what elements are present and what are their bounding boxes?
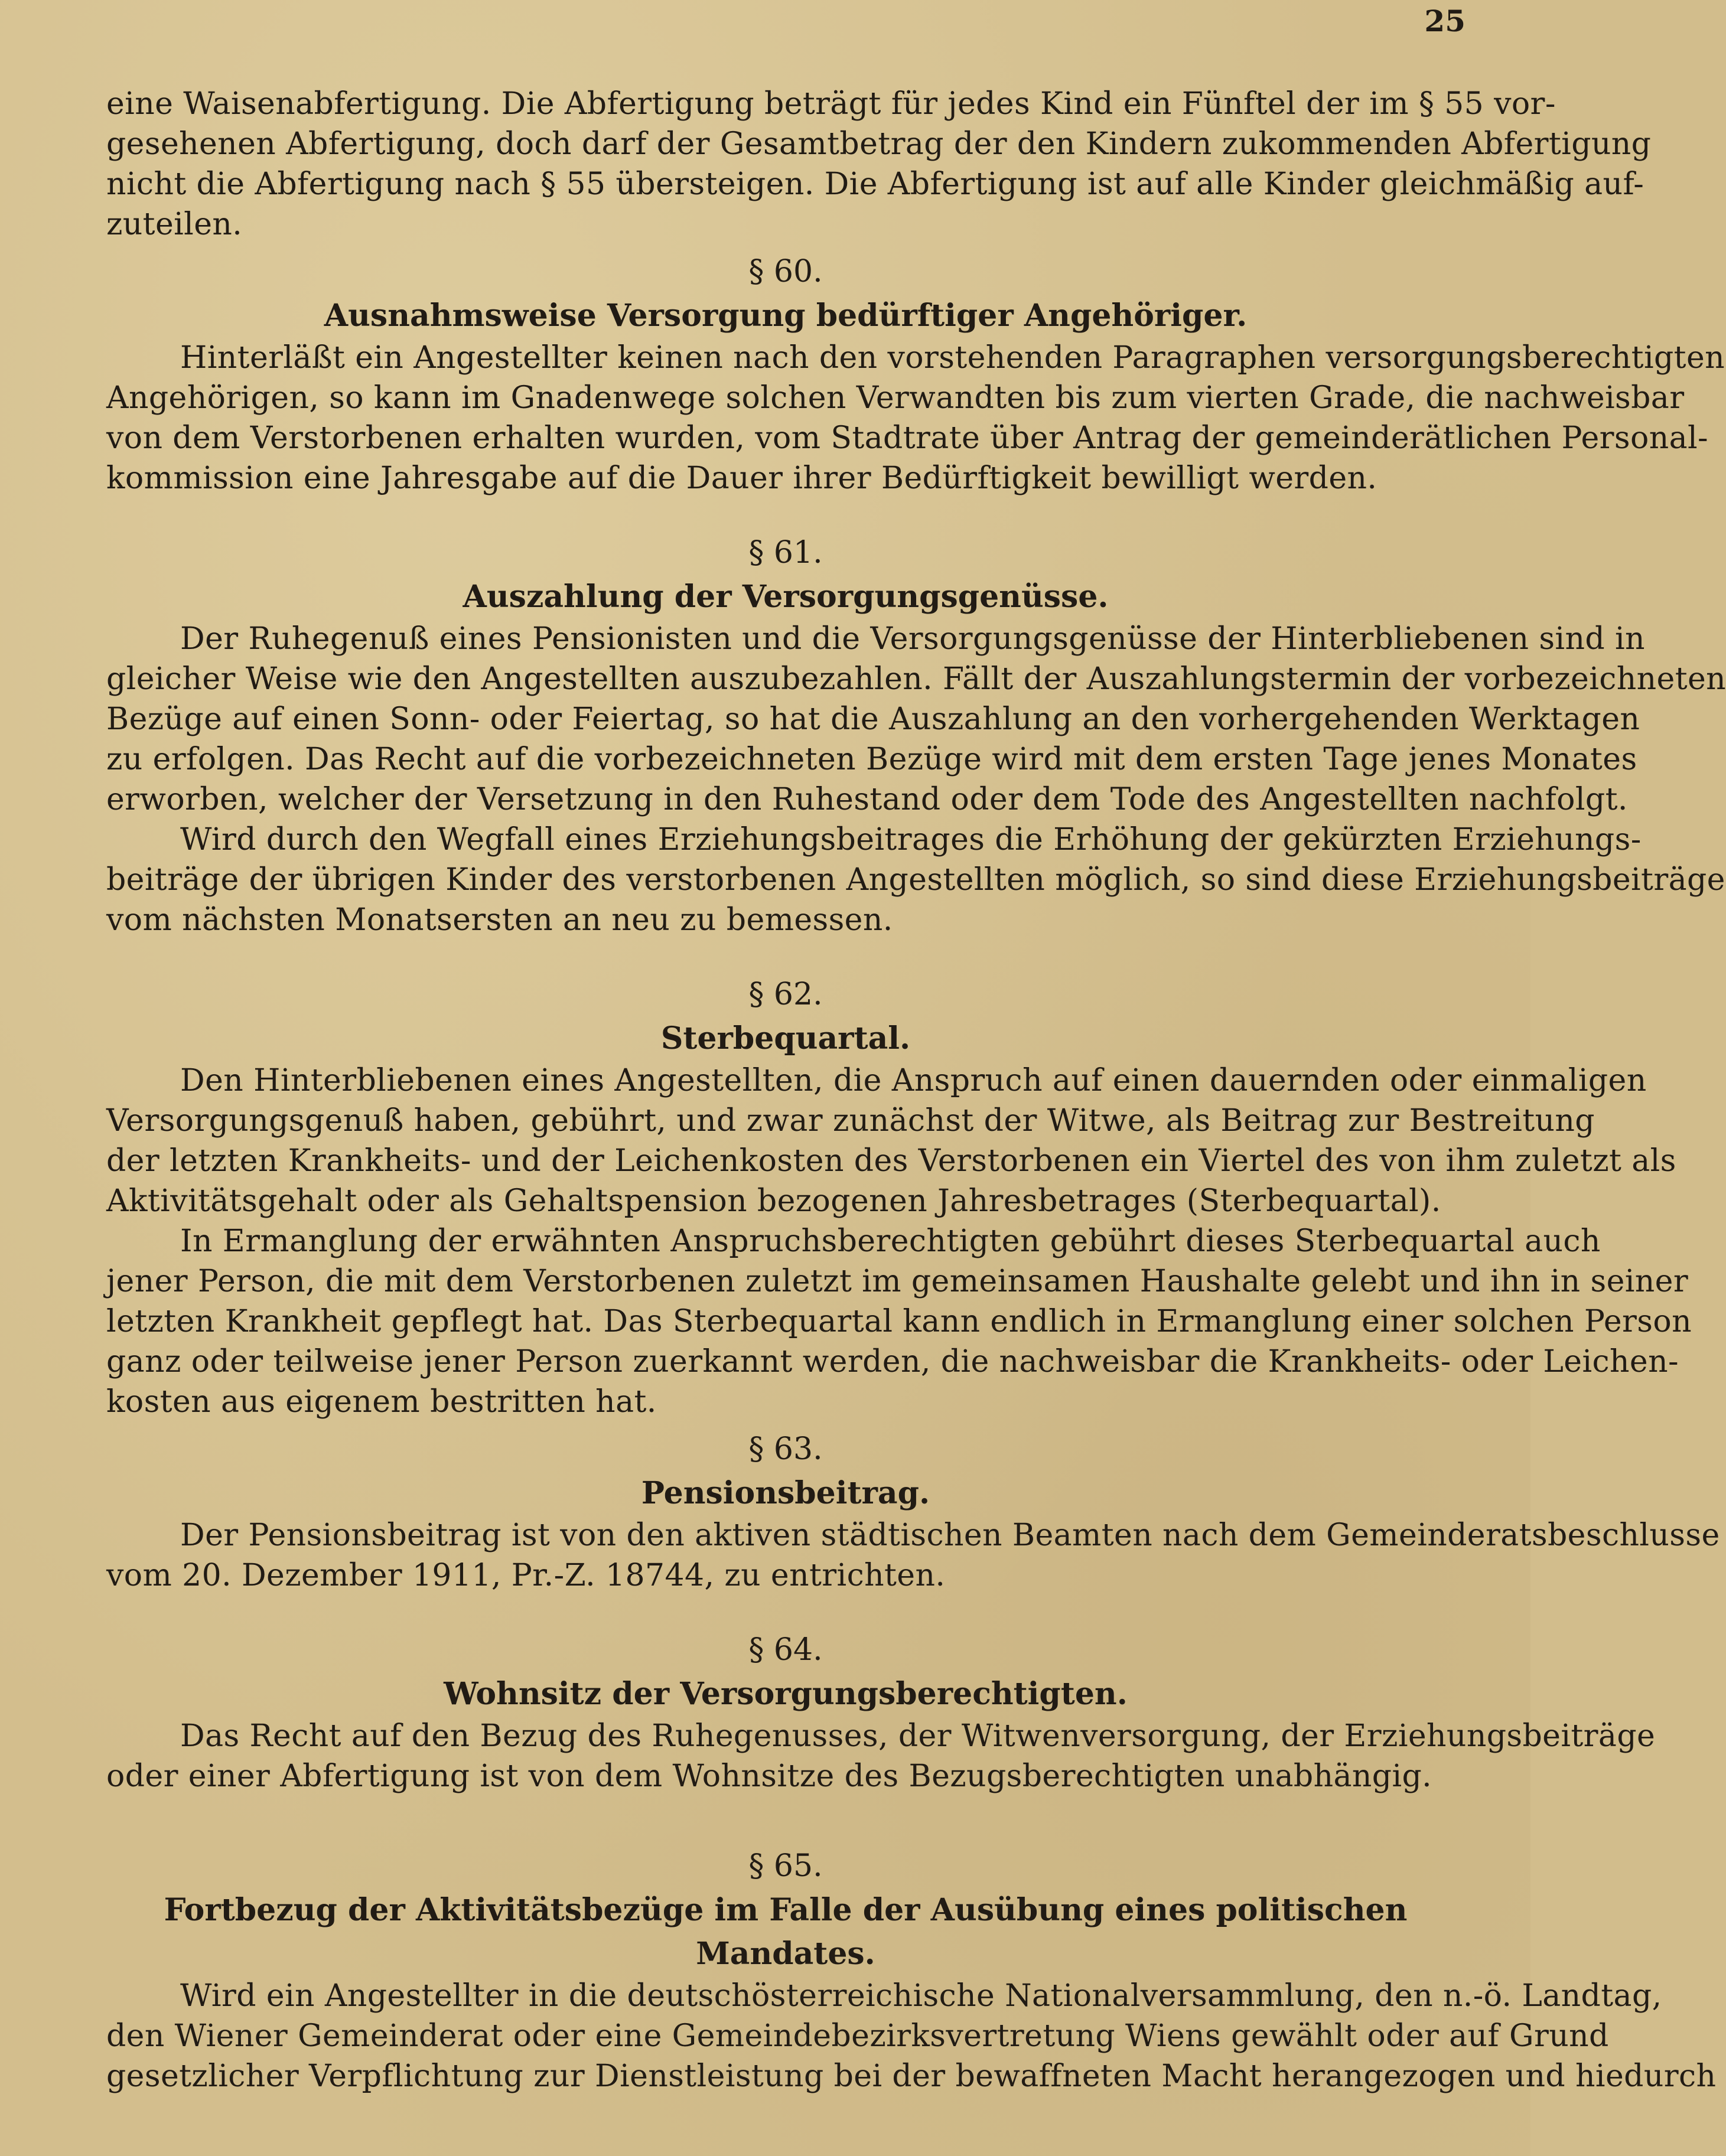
spacer [106,1796,1465,1839]
section-title: Fortbezug der Aktivitätsbezüge im Falle der Ausübung eines politischen Mandates. [164,1892,1408,1972]
text-line: vom nächsten Monatsersten an neu zu bemessen. [106,902,893,938]
text-line: der letzten Krankheits- und der Leichenkosten des Verstorbenen ein Viertel des von ihm zuletzt als [106,1143,1676,1179]
text-line: eine Waisenabfertigung. Die Abfertigung beträgt für jedes Kind ein Fünftel der im § 55 vor- [106,86,1556,122]
paragraph [106,1716,1656,1796]
section-title: Pensionsbeitrag. [641,1475,930,1511]
text-line: den Wiener Gemeinderat oder eine Gemeindebezirksvertretung Wiens gewählt oder auf Grund [106,2018,1609,2054]
section-number: § 60. [748,254,823,289]
text-line: nicht die Abfertigung nach § 55 übersteigen. Die Abfertigung ist auf alle Kinder gleichmäßig auf- [106,167,1644,202]
spacer [106,940,1465,967]
section-title: Auszahlung der Versorgungsgenüsse. [463,579,1109,615]
text-line: zuteilen. [106,207,243,242]
text-line: In Ermanglung der erwähnten Anspruchsberechtigten gebührt dieses Sterbequartal auch [180,1224,1601,1259]
paragraph [106,338,1725,498]
text-line: Versorgungsgenuß haben, gebührt, und zwar zunächst der Witwe, als Beitrag zur Bestreitung [106,1103,1595,1139]
text-line: Der Pensionsbeitrag ist von den aktiven städtischen Beamten nach dem Gemeinderatsbeschlusse [180,1518,1720,1553]
section-63 [106,1427,1720,1596]
text-line: Wird ein Angestellter in die deutschösterreichische Nationalversammlung, den n.-ö. Landtag, [180,1978,1662,2014]
section-title: Ausnahmsweise Versorgung bedürftiger Angehöriger. [324,298,1248,334]
section-title: Sterbequartal. [660,1020,911,1056]
text-line: beiträge der übrigen Kinder des verstorbenen Angestellten möglich, so sind diese Erziehungsbeiträge [106,862,1725,898]
text-line: Bezüge auf einen Sonn- oder Feiertag, so hat die Auszahlung an den vorhergehenden Werktagen [106,702,1640,737]
paragraph [106,1976,1717,2096]
page-number: 25 [1424,4,1466,38]
text-line: Aktivitätsgehalt oder als Gehaltspension bezogenen Jahresbetrages (Sterbequartal). [106,1183,1441,1219]
paragraph [106,1061,1676,1221]
text-line: Den Hinterbliebenen eines Angestellten, die Anspruch auf einen dauernden oder einmaligen [180,1063,1647,1098]
text-line: ganz oder teilweise jener Person zuerkannt werden, die nachweisbar die Krankheits- oder Leichen- [106,1344,1679,1379]
intro-paragraph [106,84,1652,244]
text-line: jener Person, die mit dem Verstorbenen zuletzt im gemeinsamen Haushalte gelebt und ihn in seiner [106,1264,1689,1299]
section-60 [106,249,1725,498]
text-line: gesetzlicher Verpflichtung zur Dienstleistung bei der bewaffneten Macht herangezogen und hiedurch [106,2059,1717,2094]
text-line: Der Ruhegenuß eines Pensionisten und die Versorgungsgenüsse der Hinterbliebenen sind in [180,621,1645,657]
document-body [106,84,1726,2096]
text-line: gesehenen Abfertigung, doch darf der Gesamtbetrag der den Kindern zukommenden Abfertigung [106,126,1652,162]
section-number: § 65. [748,1848,823,1884]
spacer [106,498,1465,526]
text-line: gleicher Weise wie den Angestellten auszubezahlen. Fällt der Auszahlungstermin der vorbezeichneten [106,661,1726,697]
paragraph [106,1515,1720,1596]
text-line: oder einer Abfertigung ist von dem Wohnsitze des Bezugsberechtigten unabhängig. [106,1759,1432,1794]
text-line: Das Recht auf den Bezug des Ruhegenusses, der Witwenversorgung, der Erziehungsbeiträge [180,1718,1656,1754]
section-number: § 64. [748,1632,823,1668]
section-64 [106,1627,1656,1796]
section-number: § 63. [748,1431,823,1467]
text-line: erworben, welcher der Versetzung in den Ruhestand oder dem Tode des Angestellten nachfolgt. [106,782,1628,817]
text-line: kommission eine Jahresgabe auf die Dauer ihrer Bedürftigkeit bewilligt werden. [106,461,1377,496]
paragraph [106,820,1725,940]
section-number: § 62. [748,977,823,1012]
text-line: letzten Krankheit gepflegt hat. Das Sterbequartal kann endlich in Ermanglung einer solchen Person [106,1304,1692,1339]
section-65 [106,1844,1717,2096]
text-line: Hinterläßt ein Angestellter keinen nach den vorstehenden Paragraphen versorgungsberechtigten [180,340,1725,376]
section-61 [106,530,1726,940]
text-line: zu erfolgen. Das Recht auf die vorbezeichneten Bezüge wird mit dem ersten Tage jenes Monates [106,742,1637,777]
section-number: § 61. [748,535,823,570]
spacer [106,1596,1465,1623]
text-line: von dem Verstorbenen erhalten wurden, vom Stadtrate über Antrag der gemeinderätlichen Personal- [106,420,1709,456]
section-title: Wohnsitz der Versorgungsberechtigten. [444,1676,1128,1712]
paragraph [106,1221,1692,1422]
text-line: Wird durch den Wegfall eines Erziehungsbeitrages die Erhöhung der gekürzten Erziehungs- [180,822,1642,857]
paragraph [106,619,1726,820]
section-62 [106,972,1692,1422]
text-line: vom 20. Dezember 1911, Pr.-Z. 18744, zu entrichten. [106,1558,946,1593]
text-line: kosten aus eigenem bestritten hat. [106,1384,657,1420]
text-line: Angehörigen, so kann im Gnadenwege solchen Verwandten bis zum vierten Grade, die nachweisbar [106,380,1685,416]
